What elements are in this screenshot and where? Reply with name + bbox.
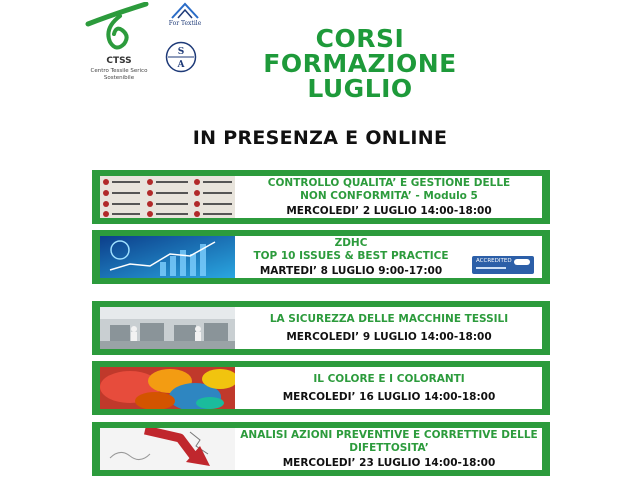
course-date: MARTEDI’ 8 LUGLIO 9:00-17:00 [259,265,443,277]
declining-arrow-image [100,428,235,470]
course-card[interactable] [92,301,550,355]
ctss-swirl-icon [84,2,154,56]
textile-factory-image [100,307,235,349]
org-full-name: Centro Tessile Serico Sostenibile [90,68,148,81]
course-date: MERCOLEDI’ 9 LUGLIO 14:00-18:00 [286,331,492,343]
course-title: ZDHC [334,237,368,249]
org-name: CTSS [106,56,132,66]
course-card[interactable] [92,170,550,224]
for-textile-icon [160,0,210,20]
course-card[interactable] [92,230,550,284]
course-title: DIFETTOSITA’ [349,442,429,454]
course-card[interactable] [92,422,550,476]
course-date: MERCOLEDI’ 23 LUGLIO 14:00-18:00 [282,457,496,469]
badge-label: ACCREDITED [476,258,512,264]
title-line: CORSI [315,24,405,53]
accreditation-badge [472,256,534,274]
course-title: IL COLORE E I COLORANTI [313,373,465,385]
course-title: TOP 10 ISSUES & BEST PRACTICE [253,250,449,262]
seal-letter-s: S [177,47,185,57]
title-line: FORMAZIONE [263,49,457,78]
seal-letter-a: A [177,60,185,70]
data-chart-image [100,236,235,278]
course-title: CONTROLLO QUALITA’ E GESTIONE DELLE [267,177,511,189]
checklist-image [100,176,235,218]
page-title [210,26,510,101]
ctss-logo [84,2,154,84]
color-splash-image [100,367,235,409]
course-date: MERCOLEDI’ 16 LUGLIO 14:00-18:00 [282,391,496,403]
title-line: LUGLIO [307,74,413,103]
seal-logo [165,41,197,73]
course-title: LA SICUREZZA DELLE MACCHINE TESSILI [269,313,509,325]
course-card[interactable] [92,361,550,415]
seal-icon [165,41,197,73]
for-textile-logo [160,0,210,32]
course-title: ANALISI AZIONI PREVENTIVE E CORRETTIVE DELLE [240,429,538,441]
course-title: NON CONFORMITA’ - Modulo 5 [300,190,478,202]
course-date: MERCOLEDI’ 2 LUGLIO 14:00-18:00 [286,205,492,217]
page-subtitle: IN PRESENZA E ONLINE [192,127,448,149]
partner-name: For Textile [168,20,202,27]
